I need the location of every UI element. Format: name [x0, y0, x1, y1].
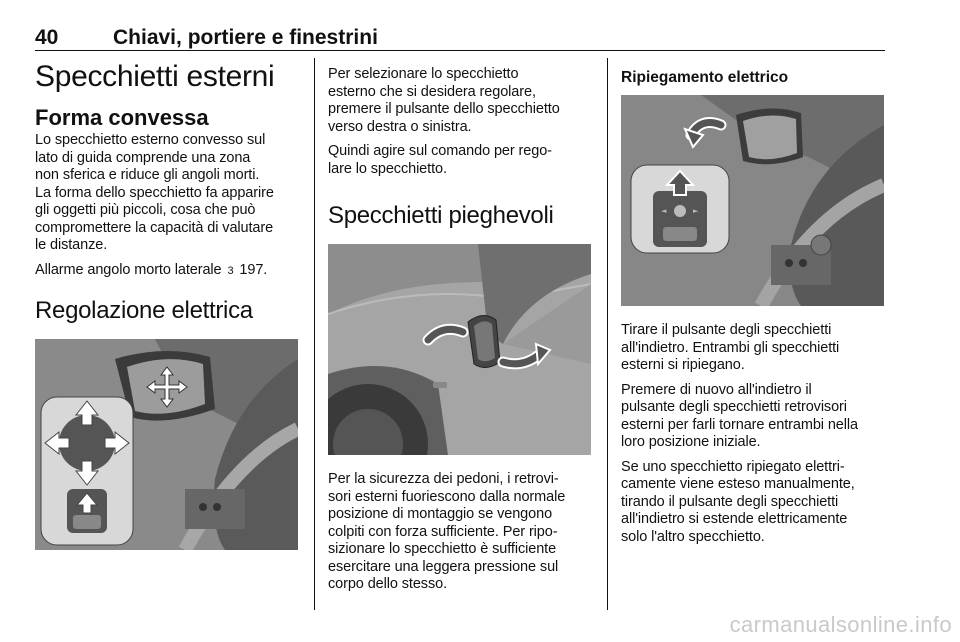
text-line: tirando il pulsante degli specchietti: [621, 493, 839, 510]
text-line: La forma dello specchietto fa apparire: [35, 184, 274, 201]
text-line: camente viene esteso manualmente,: [621, 476, 855, 492]
text-line: Per la sicurezza dei pedoni, i retrovi-: [328, 471, 559, 487]
electric-adjust-title: Regolazione elettrica: [35, 297, 253, 324]
text-line: all'indietro si estende elettricamente: [621, 511, 848, 527]
column-divider: [314, 58, 315, 610]
page-reference-link[interactable]: 197.: [239, 261, 268, 278]
folding-mirrors-title: Specchietti pieghevoli: [328, 202, 554, 229]
text-line: sizionare lo specchietto è sufficiente: [328, 541, 557, 557]
page-reference-arrow-icon: 3: [227, 264, 234, 277]
svg-text:►: ►: [693, 207, 699, 215]
text-line: lare lo specchietto.: [328, 160, 447, 177]
text-line: posizione di montaggio se vengono: [328, 506, 553, 522]
text-line: loro posizione iniziale.: [621, 434, 761, 450]
blind-spot-reference: [35, 262, 301, 281]
text-line: Quindi agire sul comando per rego-: [328, 143, 552, 159]
power-fold-title: Ripiegamento elettrico: [621, 69, 789, 86]
footer-watermark: carmanualsonline.info: [729, 612, 952, 637]
pedestrian-safety-paragraph: [328, 471, 594, 594]
text-line: all'indietro. Entrambi gli specchietti: [621, 339, 840, 356]
text-line: esterni si ripiegano.: [621, 357, 745, 373]
text-line: compromettere la capacità di valutare: [35, 219, 274, 236]
convex-paragraph: [35, 132, 301, 255]
text-line: gli oggetti più piccoli, cosa che può: [35, 202, 256, 218]
text-line: esterno che si desidera regolare,: [328, 83, 536, 100]
text-line: Premere di nuovo all'indietro il: [621, 381, 812, 398]
column-2: [328, 66, 594, 594]
power-fold-illustration: [621, 95, 884, 306]
select-mirror-paragraph: [328, 66, 594, 136]
mirror-adjust-illustration: [35, 339, 298, 550]
text-line: colpiti con forza sufficiente. Per ripo-: [328, 523, 558, 540]
page-header: [35, 26, 885, 52]
text-line: non sferica e riduce gli angoli morti.: [35, 167, 260, 183]
column-1: [35, 60, 301, 550]
text-line: esercitare una leggera pressione sul: [328, 558, 559, 575]
column-3: [621, 66, 887, 546]
svg-text:◄: ◄: [661, 207, 667, 215]
text-line: solo l'altro specchietto.: [621, 528, 765, 545]
text-line: Per selezionare lo specchietto: [328, 66, 519, 82]
chapter-title: Chiavi, portiere e finestrini: [113, 26, 378, 49]
header-rule: [35, 50, 885, 51]
text-line: lato di guida comprende una zona: [35, 149, 251, 166]
convex-title: Forma convessa: [35, 105, 209, 130]
text-line: Tirare il pulsante degli specchietti: [621, 322, 832, 338]
text-line: Se uno specchietto ripiegato elettri-: [621, 458, 845, 475]
page-number: 40: [35, 26, 59, 49]
control-paragraph: [328, 143, 594, 178]
press-again-paragraph: [621, 382, 887, 452]
text-line: Lo specchietto esterno convesso sul: [35, 132, 266, 148]
text-line: pulsante degli specchietti retrovisori: [621, 399, 847, 415]
column-divider: [607, 58, 608, 610]
text-line: verso destra o sinistra.: [328, 118, 472, 135]
text-line: premere il pulsante dello specchietto: [328, 101, 560, 117]
section-title: Specchietti esterni: [35, 60, 275, 93]
text-line: sori esterni fuoriescono dalla normale: [328, 488, 566, 505]
pull-button-paragraph: [621, 322, 887, 375]
folding-mirror-illustration: [328, 244, 591, 455]
text-line: le distanze.: [35, 237, 108, 253]
text-line: esterni per farli tornare entrambi nella: [621, 416, 858, 433]
manual-extend-paragraph: [621, 459, 887, 547]
text-line: corpo dello stesso.: [328, 576, 447, 592]
blind-spot-text: Allarme angolo morto laterale: [35, 261, 222, 278]
